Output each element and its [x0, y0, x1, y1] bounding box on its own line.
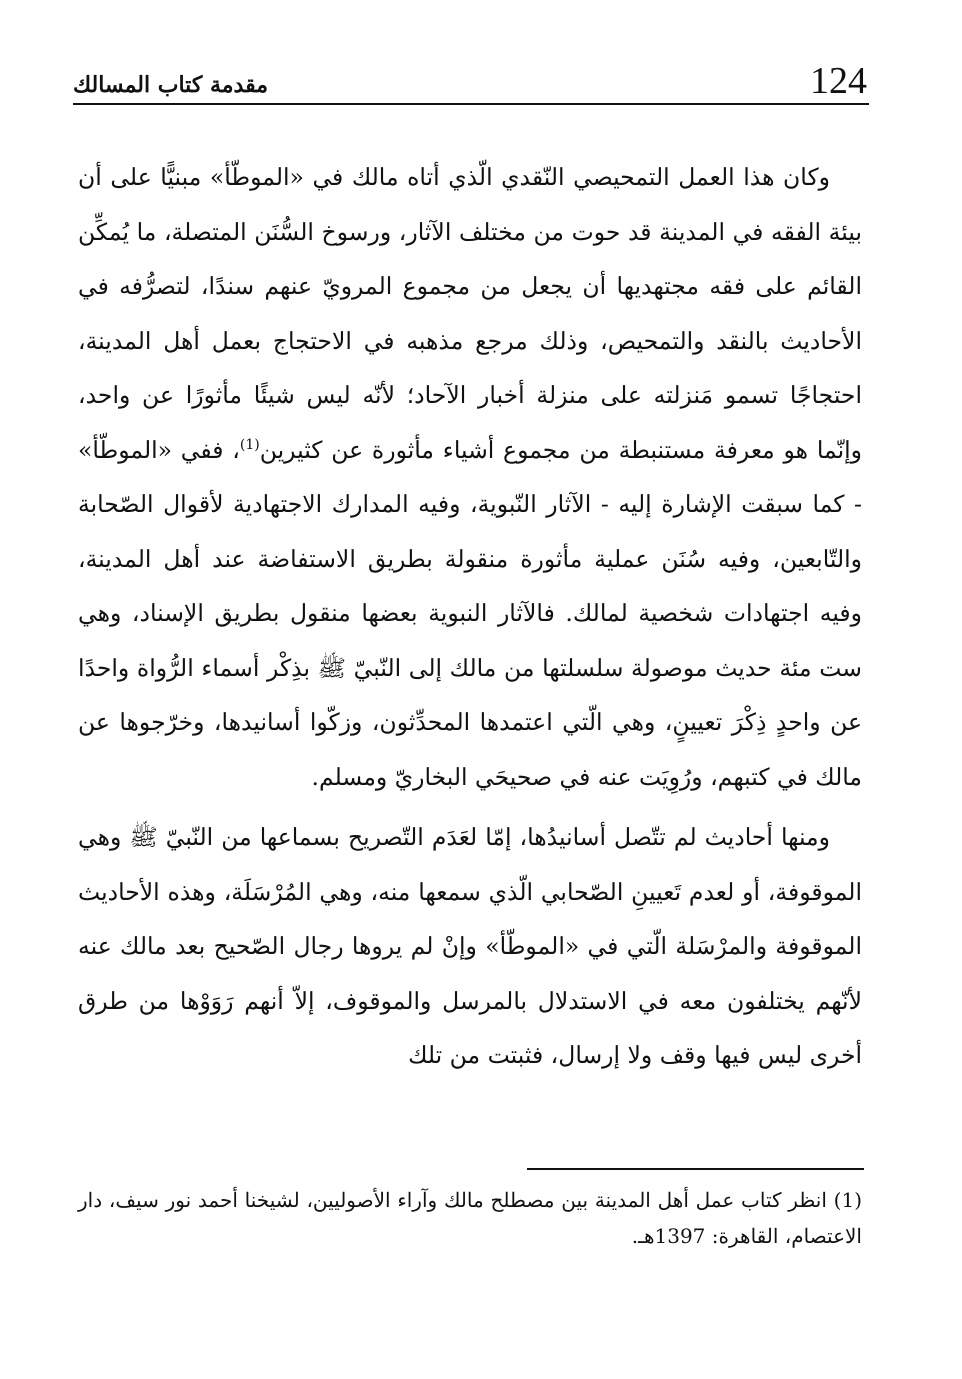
paragraph-1: [78, 150, 862, 804]
running-title: مقدمة كتاب المسالك: [73, 72, 268, 98]
paragraph-1-text-b: ، ففي «الموطّأ» - كما سبقت الإشارة إليه - الآثار النّبوية، وفيه المدارك الاجتهادية لأقوال الصّحابة والتّابعين، وفيه سُنَن عملية مأثورة منقولة بطريق الاستفاضة عند أهل المدينة، وفيه اجتهادات شخصية لمالك. فالآثار النبوية بعضها منقول بطريق الإسناد، وهي ست مئة حديث موصولة سلسلتها من مالك إلى النّبيّ ﷺ بذِكْر أسماء الرُّواة واحدًا عن واحدٍ ذِكْرَ تعيينٍ، وهي الّتي اعتمدها المحدِّثون، وزكّوا أسانيدها، وخرّجوها عن مالك في كتبهم، ورُوِيَت عنه في صحيحَي البخاريّ ومسلم.: [78, 435, 862, 791]
footnote-reference: (1): [239, 436, 260, 453]
footnote-rule: [527, 1168, 864, 1170]
page-header: [73, 60, 867, 104]
header-rule: [73, 103, 869, 105]
footnote: [78, 1182, 862, 1254]
paragraph-2: ومنها أحاديث لم تتّصل أسانيدُها، إمّا لعَدَم التّصريح بسماعها من النّبيّ ﷺ وهي الموقوفة، أو لعدم تَعيينِ الصّحابي الّذي سمعها منه، وهي المُرْسَلَة، وهذه الأحاديث الموقوفة والمرْسَلة الّتي في «الموطّأ» وإنْ لم يروها رجال الصّحيح بعد مالك عنه لأنّهم يختلفون معه في الاستدلال بالمرسل والموقوف، إلاّ أنهم رَوَوْها من طرق أخرى ليس فيها وقف ولا إرسال، فثبتت من تلك: [78, 823, 862, 1069]
page-number: 124: [810, 60, 867, 102]
main-text: [78, 150, 862, 1083]
paragraph-1-text-a: وكان هذا العمل التمحيصي النّقدي الّذي أتاه مالك في «الموطّأ» مبنيًّا على أن بيئة الفقه في المدينة قد حوت من مختلف الآثار، ورسوخ السُّنَن المتصلة، ما يُمكِّن القائم على فقه مجتهديها أن يجعل من مجموع المرويّ عنهم سندًا، لتصرُّفه في الأحاديث بالنقد والتمحيص، وذلك مرجع مذهبه في الاحتجاج بعمل أهل المدينة، احتجاجًا تسمو مَنزلته على منزلة أخبار الآحاد؛ لأنّه ليس شيئًا مأثورًا عن واحد، وإنّما هو معرفة مستنبطة من مجموع أشياء مأثورة عن كثيرين: [78, 163, 862, 464]
footnote-text: (1) انظر كتاب عمل أهل المدينة بين مصطلح مالك وآراء الأصوليين، لشيخنا أحمد نور سيف، دار الاعتصام، القاهرة: 1397هـ.: [78, 1188, 862, 1248]
